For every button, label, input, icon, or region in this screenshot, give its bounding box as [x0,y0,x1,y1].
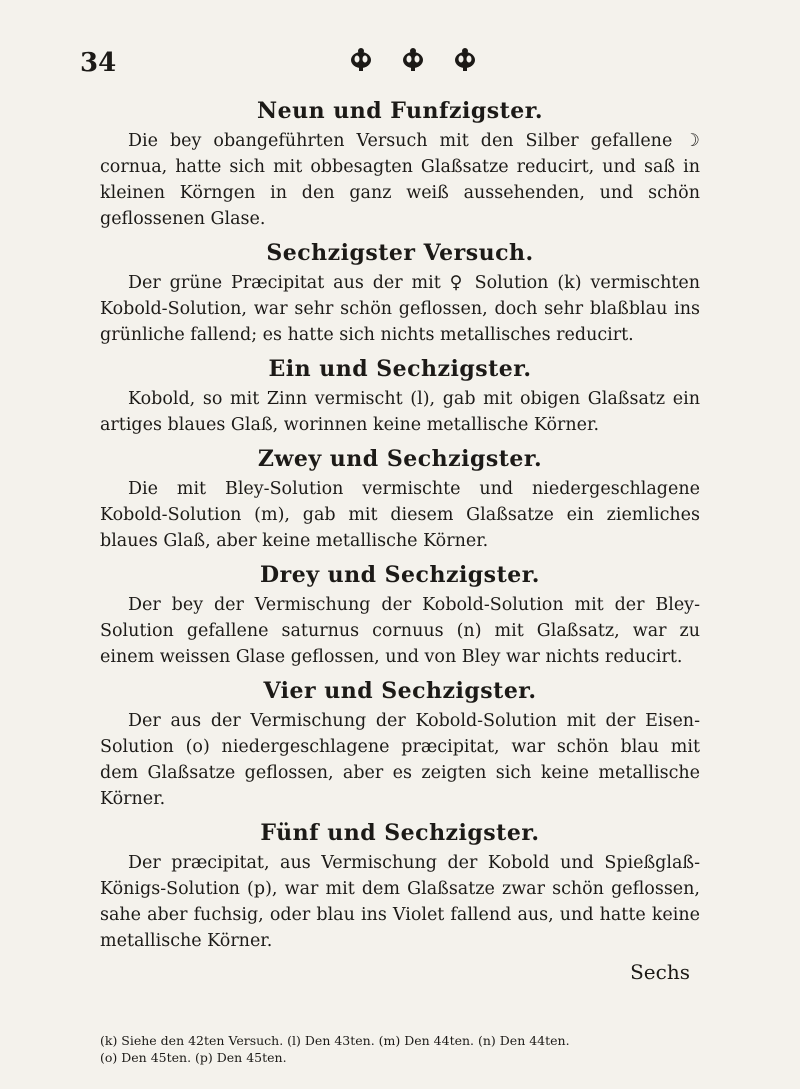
section-heading: Vier und Sechzigster. [263,678,537,704]
section-heading: Sechzigster Versuch. [266,240,534,266]
footnotes [100,1032,710,1066]
section-heading: Drey und Sechzigster. [260,562,540,588]
fleuron-icon [348,46,374,72]
section-heading: Fünf und Sechzigster. [260,820,540,846]
fleuron-icon [400,46,426,72]
section-paragraph: Der præcipitat, aus Vermischung der Kobold und Spießglaß-Königs-Solution (p), war mit dem Glaßsatze zwar schön geflossen, sahe aber fuchsig, oder blau ins Violet fallend aus, und hatte keine metallische Körner. [100,853,700,951]
section-paragraph: Kobold, so mit Zinn vermischt (l), gab mit obigen Glaßsatz ein artiges blaues Glaß, worinnen keine metallische Körner. [100,389,700,435]
section-paragraph: Der bey der Vermischung der Kobold-Solution mit der Bley-Solution gefallene saturnus cornuus (n) mit Glaßsatz, war zu einem weissen Glase geflossen, und von Bley war nichts reducirt. [100,595,700,667]
section-paragraph: Die mit Bley-Solution vermischte und niedergeschlagene Kobold-Solution (m), gab mit diesem Glaßsatze ein ziemliches blaues Glaß, aber keine metallische Körner. [100,479,700,551]
page-body [100,90,700,984]
page-number: 34 [80,48,117,78]
header-ornaments [348,46,478,72]
section-paragraph: Die bey obangeführten Versuch mit den Silber gefallene ☽ cornua, hatte sich mit obbesagten Glaßsatze reducirt, und saß in kleinen Körngen in den ganz weiß aussehenden, und schön geflossenen Glase. [100,131,700,229]
footnote-line: (o) Den 45ten. (p) Den 45ten. [100,1050,287,1065]
fleuron-icon [452,46,478,72]
section-heading: Ein und Sechzigster. [268,356,532,382]
section-paragraph: Der grüne Præcipitat aus der mit ♀ Solution (k) vermischten Kobold-Solution, war sehr schön geflossen, doch sehr blaßblau ins grünliche fallend; es hatte sich nichts metallisches reducirt. [100,273,700,345]
section-heading: Neun und Funfzigster. [257,98,543,124]
section-paragraph: Der aus der Vermischung der Kobold-Solution mit der Eisen-Solution (o) niedergeschlagene præcipitat, war schön blau mit dem Glaßsatze geflossen, aber es zeigten sich keine metallische Körner. [100,711,700,809]
footnote-line: (k) Siehe den 42ten Versuch. (l) Den 43ten. (m) Den 44ten. (n) Den 44ten. [100,1033,570,1048]
page-header [80,42,740,82]
catchword: Sechs [630,960,690,984]
section-heading: Zwey und Sechzigster. [257,446,543,472]
